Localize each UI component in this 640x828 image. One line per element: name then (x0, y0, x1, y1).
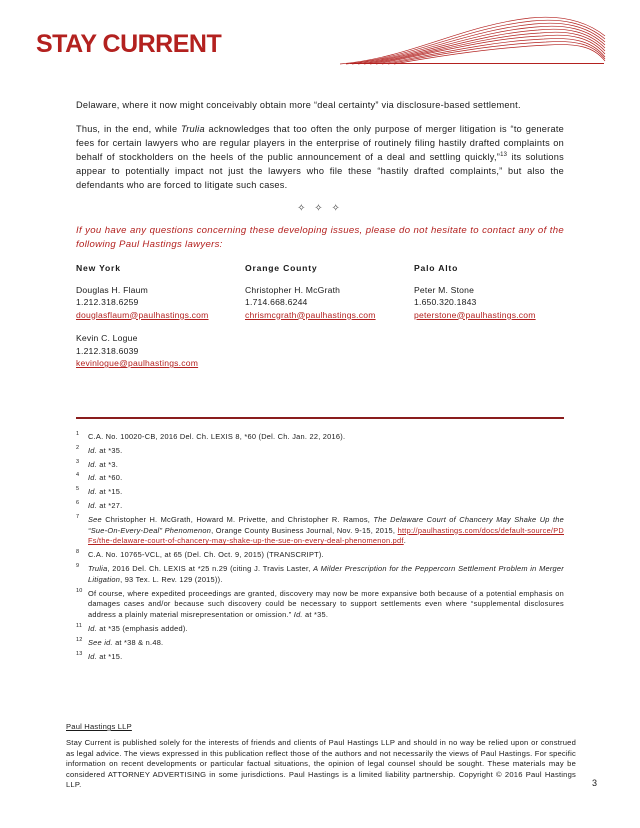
contact-phone: 1.714.668.6244 (245, 297, 308, 307)
footnote-text (88, 624, 564, 635)
footnote (76, 652, 564, 663)
text-run: Thus, in the end, while (76, 124, 182, 134)
contact-email-link[interactable]: chrismcgrath@paulhastings.com (245, 309, 376, 320)
footnote-number: 2 (76, 444, 80, 451)
footnote-text: C.A. No. 10765-VCL, at 65 (Del. Ch. Oct. 9, 2015) (TRANSCRIPT). (88, 550, 324, 560)
text-run: at *15. (96, 487, 123, 497)
header-rule (350, 63, 604, 64)
footnote (76, 473, 564, 484)
footnote-number: 4 (76, 472, 80, 479)
footnote (76, 446, 564, 457)
citation-signal: Id. (88, 500, 97, 510)
text-run: at *3. (96, 459, 119, 469)
body-paragraph (76, 122, 564, 192)
footnote-number: 6 (76, 499, 80, 506)
text-run: at *35. (302, 610, 329, 620)
citation-signal: Id. (88, 487, 97, 497)
citation-signal: Id. (293, 610, 303, 620)
footnote (76, 589, 564, 621)
contact-email-link[interactable]: kevinlogue@paulhastings.com (76, 358, 199, 368)
text-run: acknowledges that too often the only purpose of merger litigation is “to generate fees for certain lawyers who are regular players in the enterprise of routinely filing hastily drafted complaints on behalf of stockholders on the heels of the public announcement of a deal and settling quickly,” (76, 124, 564, 162)
office-new-york (76, 262, 246, 381)
contact-phone: 1.212.318.6259 (76, 297, 139, 307)
article-title: A Milder Prescription for the Peppercorn Settlement Problem in Merger Litigation (88, 563, 564, 584)
footnote-ref[interactable]: 13 (500, 151, 508, 158)
footnote-rule (76, 417, 564, 419)
footnote-number: 10 (76, 587, 83, 594)
office-heading: Palo Alto (414, 263, 459, 273)
text-run: at *35. (96, 445, 123, 455)
office-heading: Orange County (245, 263, 318, 273)
footnote-number: 9 (76, 562, 80, 569)
contact-name: Christopher H. McGrath (245, 284, 341, 295)
footnote-text (88, 652, 564, 663)
contact-person (245, 284, 415, 322)
text-run: at *35 (emphasis added). (96, 623, 188, 633)
footnote-number: 13 (76, 650, 83, 657)
section-divider: ✧ ✧ ✧ (297, 203, 343, 214)
article-link[interactable]: http://paulhastings.com/docs/default-source/PDFs/the-delaware-court-of-chancery-may-shake-up-the-sue-on-every-deal-phenomenon.pdf (88, 525, 564, 546)
footnote-text (88, 589, 564, 621)
footnote-text (88, 564, 564, 586)
footnote-number: 8 (76, 549, 80, 556)
footnote (76, 432, 564, 443)
citation-signal: See (88, 514, 102, 524)
contact-person (414, 284, 584, 322)
footnote (76, 564, 564, 586)
office-palo-alto (414, 262, 584, 332)
text-run: its solutions appear to potentially impact not just the lawyers who file these “hastily drafted complaints,” but also the defendants who are forced to litigate such cases. (76, 152, 564, 190)
text-run: Christopher H. McGrath, Howard M. Privette, and Christopher R. Ramos, (101, 514, 374, 524)
article-title: The Delaware Court of Chancery May Shake Up the “Sue-On-Every-Deal” Phenomenon (88, 514, 564, 535)
footnote-text (88, 501, 564, 512)
text-run: at *15. (96, 651, 123, 661)
footnotes (76, 432, 564, 665)
case-name: Trulia (88, 563, 108, 573)
firm-name: Paul Hastings LLP (66, 722, 132, 731)
footnote-number: 11 (76, 622, 83, 629)
footnote (76, 638, 564, 649)
contact-person (76, 284, 246, 322)
footnote-number: 3 (76, 458, 80, 465)
page-footer (66, 722, 576, 790)
footnote (76, 487, 564, 498)
contacts-grid (76, 262, 564, 366)
footnote (76, 460, 564, 471)
footnote-number: 12 (76, 636, 83, 643)
text-run: , Orange County Business Journal, Nov. 9-15, 2015, (211, 525, 398, 535)
citation-signal: Id. (88, 651, 97, 661)
wave-lines-graphic (300, 12, 610, 68)
text-run: at *60. (96, 473, 123, 483)
footnote-text (88, 446, 564, 457)
footnote (76, 624, 564, 635)
text-run: , 2016 Del. Ch. LEXIS at *25 n.29 (citing J. Travis Laster, (107, 563, 314, 573)
contact-name: Kevin C. Logue (76, 333, 138, 343)
footnote-text (88, 473, 564, 484)
citation-signal: Id. (88, 445, 97, 455)
contact-email-link[interactable]: peterstone@paulhastings.com (414, 309, 536, 320)
footnote-number: 5 (76, 486, 80, 493)
text-run: Of course, where expedited proceedings are granted, discovery may now be more expansive both because of a potential emphasis on damages cases and/or because such discovery could be necessary to support settlements even where “supplemental disclosures address a plainly material misrepresentation or omission.” (88, 588, 564, 620)
page-header (0, 0, 640, 72)
citation-signal: Id. (88, 473, 97, 483)
footnote-number: 7 (76, 513, 80, 520)
case-name: Trulia (181, 124, 205, 134)
contact-intro: If you have any questions concerning these developing issues, please do not hesitate to contact any of the following Paul Hastings lawyers: (76, 225, 564, 250)
page-number: 3 (592, 778, 598, 788)
contact-person (76, 332, 246, 370)
text-run: at *27. (96, 500, 123, 510)
text-run: . (403, 536, 407, 546)
citation-signal: See id. (88, 637, 113, 647)
contact-name: Douglas H. Flaum (76, 284, 148, 295)
contact-name: Peter M. Stone (414, 284, 475, 295)
footnote-number: 1 (76, 431, 80, 437)
body-content (76, 98, 564, 366)
body-paragraph: Delaware, where it now might conceivably obtain more “deal certainty” via disclosure-based settlement. (76, 100, 521, 110)
text-run: at *38 & n.48. (112, 637, 164, 647)
footnote-text (88, 487, 564, 498)
citation-signal: Id. (88, 623, 97, 633)
office-orange-county (245, 262, 415, 332)
footnote-text (88, 638, 564, 649)
contact-email-link[interactable]: douglasflaum@paulhastings.com (76, 309, 209, 320)
footnote-text (88, 515, 564, 547)
citation-signal: Id. (88, 459, 97, 469)
contact-phone: 1.212.318.6039 (76, 345, 139, 356)
brand-title: STAY CURRENT (36, 30, 222, 58)
office-heading: New York (76, 263, 121, 273)
footnote-text: C.A. No. 10020-CB, 2016 Del. Ch. LEXIS 8, *60 (Del. Ch. Jan. 22, 2016). (88, 432, 346, 441)
footnote (76, 550, 564, 561)
footnote (76, 501, 564, 512)
text-run: , 93 Tex. L. Rev. 129 (2015)). (120, 574, 223, 584)
footnote-text (88, 460, 564, 471)
disclaimer-text: Stay Current is published solely for the interests of friends and clients of Paul Hastings LLP and should in no way be relied upon or construed as legal advice. The views expressed in this publication reflect those of the authors and not necessarily the views of Paul Hastings. For specific information on recent developments or particular factual situations, the opinion of legal counsel should be sought. These materials may be considered ATTORNEY ADVERTISING in some jurisdictions. Paul Hastings is a limited liability partnership. Copyright © 2016 Paul Hastings LLP. (66, 738, 576, 790)
footnote (76, 515, 564, 547)
contact-phone: 1.650.320.1843 (414, 297, 477, 307)
